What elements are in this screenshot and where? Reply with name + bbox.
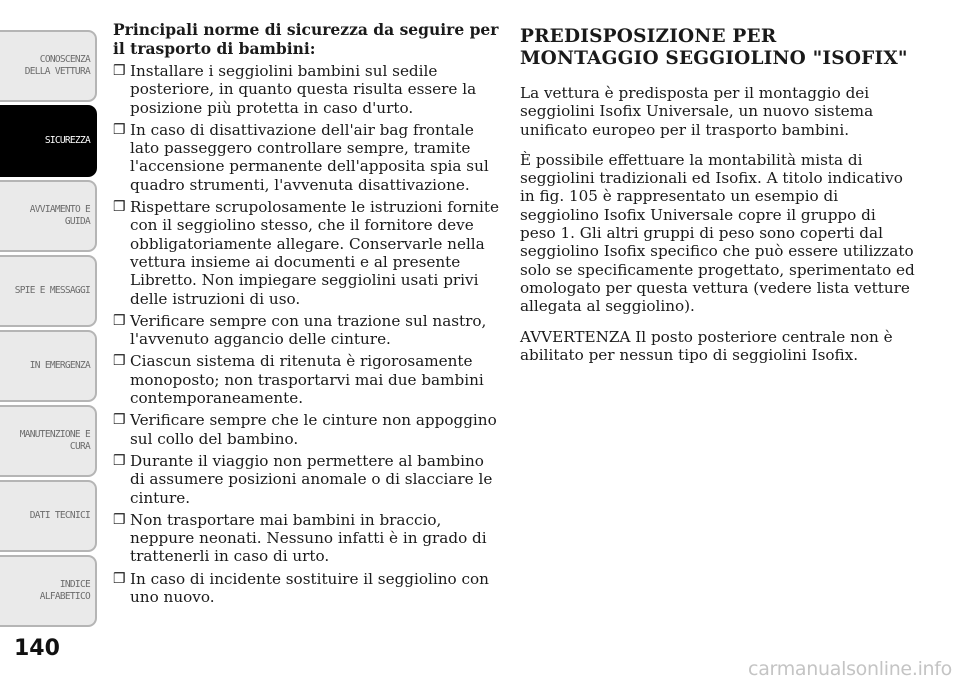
tab-sicurezza[interactable] xyxy=(0,105,97,177)
list-item xyxy=(113,511,503,566)
list-item-text: Non trasportare mai bambini in braccio, neppure neonati. Nessuno infatti è in grado di trattenerli in caso di urto. xyxy=(130,510,487,566)
tab-conoscenza-della-vettura[interactable] xyxy=(0,30,97,102)
list-item-text: Rispettare scrupolosamente le istruzioni fornite con il seggiolino stesso, che il fornitore deve obbligatoriamente allegare. Conservarle nella vettura insieme ai documenti e al presente Libretto. Non impiegare seggiolini usati privi delle istruzioni di uso. xyxy=(130,198,499,308)
checkbox-bullet-icon: ❒ xyxy=(113,570,126,587)
tab-label: DATI TECNICI xyxy=(29,510,90,521)
checkbox-bullet-icon: ❒ xyxy=(113,511,126,528)
paragraph: La vettura è predisposta per il montaggio dei seggiolini Isofix Universale, un nuovo sistema unificato europeo per il trasporto bambini. xyxy=(520,84,874,139)
tab-manutenzione-e-cura[interactable] xyxy=(0,405,97,477)
list-item-text: In caso di incidente sostituire il seggiolino con uno nuovo. xyxy=(130,569,489,607)
list-item xyxy=(113,198,503,308)
tab-label: SPIE E MESSAGGI xyxy=(14,285,90,296)
tab-label: IN EMERGENZA xyxy=(29,360,90,371)
checkbox-bullet-icon: ❒ xyxy=(113,353,126,370)
list-item xyxy=(113,570,503,607)
tab-label: INDICE ALFABETICO xyxy=(39,579,90,602)
list-item-text: Ciascun sistema di ritenuta è rigorosamente monoposto; non trasportarvi mai due bambini contemporaneamente. xyxy=(130,352,484,408)
warning-paragraph: AVVERTENZA Il posto posteriore centrale non è abilitato per nessun tipo di seggiolini Isofix. xyxy=(520,327,893,364)
list-item xyxy=(113,452,503,507)
checkbox-bullet-icon: ❒ xyxy=(113,452,126,469)
safety-rules-section xyxy=(113,20,503,610)
list-item xyxy=(113,62,503,117)
page-number: 140 xyxy=(14,636,60,661)
tab-avviamento-e-guida[interactable] xyxy=(0,180,97,252)
section-heading: PREDISPOSIZIONE PER MONTAGGIO SEGGIOLINO "ISOFIX" xyxy=(520,26,908,69)
tab-label: AVVIAMENTO E GUIDA xyxy=(29,204,90,227)
list-item xyxy=(113,121,503,194)
tab-spie-e-messaggi[interactable] xyxy=(0,255,97,327)
checkbox-bullet-icon: ❒ xyxy=(113,121,126,138)
checkbox-bullet-icon: ❒ xyxy=(113,199,126,216)
checkbox-bullet-icon: ❒ xyxy=(113,312,126,329)
list-item xyxy=(113,312,503,349)
checkbox-bullet-icon: ❒ xyxy=(113,63,126,79)
tab-label: MANUTENZIONE E CURA xyxy=(19,429,90,452)
watermark: carmanualsonline.info xyxy=(748,658,952,680)
list-item-text: In caso di disattivazione dell'air bag frontale lato passeggero controllare sempre, tramite l'accensione permanente dell'apposita spia sul quadro strumenti, l'avvenuta disattivazione. xyxy=(130,120,489,194)
list-item xyxy=(113,411,503,448)
tab-dati-tecnici[interactable] xyxy=(0,480,97,552)
tab-in-emergenza[interactable] xyxy=(0,330,97,402)
tab-label: CONOSCENZA DELLA VETTURA xyxy=(24,54,90,77)
list-item-text: Verificare sempre con una trazione sul nastro, l'avvenuto aggancio delle cinture. xyxy=(130,311,487,349)
list-item-text: Durante il viaggio non permettere al bambino di assumere posizioni anomale o di slacciare le cinture. xyxy=(130,451,493,507)
tab-indice-alfabetico[interactable] xyxy=(0,555,97,627)
paragraph: È possibile effettuare la montabilità mista di seggiolini tradizionali ed Isofix. A titolo indicativo in fig. 105 è rappresentato un esempio di seggiolino Isofix Universale copre il gruppo di peso 1. Gli altri gruppi di peso sono coperti dal seggiolino Isofix specifico che può essere utilizzato solo se specificamente progettato, sperimentato ed omologato per questa vettura (vedere lista vetture allegata al seggiolino). xyxy=(520,150,915,316)
list-item-text: Verificare sempre che le cinture non appoggino sul collo del bambino. xyxy=(130,411,497,448)
list-item xyxy=(113,352,503,407)
section-subheading: Principali norme di sicurezza da seguire per il trasporto di bambini: xyxy=(113,20,499,58)
isofix-section xyxy=(520,26,915,376)
rules-list xyxy=(113,62,503,606)
list-item-text: Installare i seggiolini bambini sul sedile posteriore, in quanto questa risulta essere la posizione più protetta in caso d'urto. xyxy=(130,62,477,117)
checkbox-bullet-icon: ❒ xyxy=(113,412,126,429)
tab-label: SICUREZZA xyxy=(44,135,90,146)
